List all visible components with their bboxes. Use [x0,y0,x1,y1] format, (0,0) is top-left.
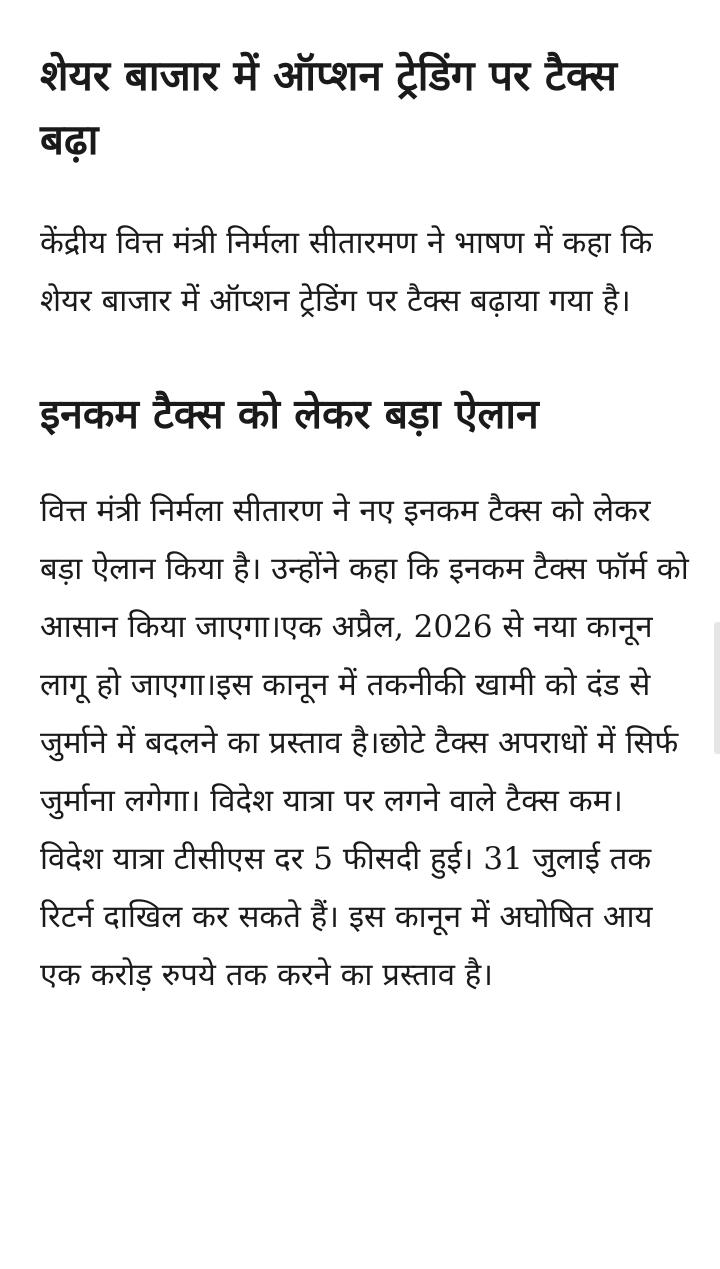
paragraph-income-tax: वित्त मंत्री निर्मला सीतारण ने नए इनकम टैक्स को लेकर बड़ा ऐलान किया है। उन्होंने कहा कि इनकम टैक्स फॉर्म को आसान किया जाएगा।एक अप्रैल, 2026 से नया कानून लागू हो जाएगा।इस कानून में तकनीकी खामी को दंड से जुर्माने में बदलने का प्रस्ताव है।छोटे टैक्स अपराधों में सिर्फ जुर्माना लगेगा। विदेश यात्रा पर लगने वाले टैक्स कम। विदेश यात्रा टीसीएस दर 5 फीसदी हुई। 31 जुलाई तक रिटर्न दाखिल कर सकते हैं। इस कानून में अघोषित आय एक करोड़ रुपये तक करने का प्रस्ताव है। [40,493,689,993]
paragraph-option-trading: केंद्रीय वित्त मंत्री निर्मला सीतारमण ने भाषण में कहा कि शेयर बाजार में ऑप्शन ट्रेडिंग पर टैक्स बढ़ाया गया है। [40,225,653,319]
headline-income-tax-announcement: इनकम टैक्स को लेकर बड़ा ऐलान [40,390,539,438]
article [40,44,690,1056]
headline-option-trading-tax: शेयर बाजार में ऑप्शन ट्रेडिंग पर टैक्स बढ़ा [40,51,618,164]
scrollbar-thumb[interactable] [714,622,720,754]
